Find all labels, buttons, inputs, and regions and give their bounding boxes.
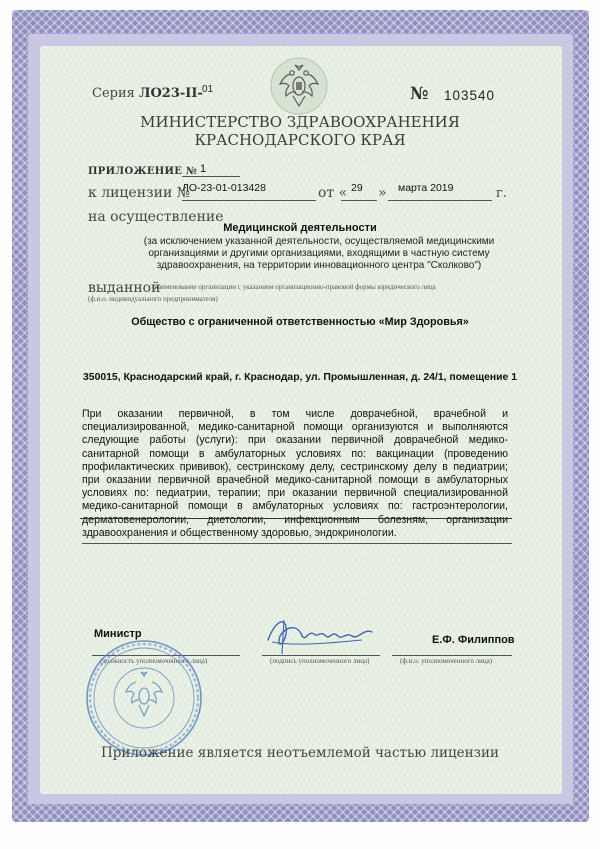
ministry-line-2: КРАСНОДАРСКОГО КРАЯ — [194, 131, 406, 149]
signatory-name: Е.Ф. Филиппов — [432, 634, 515, 646]
name-line — [392, 655, 512, 656]
license-close-quote: » — [378, 185, 387, 201]
signatory-position: Министр — [94, 628, 142, 640]
emblem-icon — [268, 56, 330, 116]
appendix-number: 1 — [200, 163, 207, 175]
caption-name: (ф.и.о. уполномоченного лица) — [400, 657, 493, 665]
services-text: При оказании первичной, в том числе доврачебной, врачебной и специализированной, медико-санитарной помощи организуются и выполняются следующие работы (услуги): при оказании первичной доврачебной медико-санитарной помощи в амбулаторных условиях по: вакцинации (проведению профилактических прививок), сестринскому делу, сестринскому делу в педиатрии; при оказании первичной врачебной медико-санитарной помощи в амбулаторных условиях по: педиатрии, терапии; при оказании первичной специализированной медико-санитарной помощи в амбулаторных условиях по: гастроэнтерологии, дерматовенерологии, диетологии, инфекционным болезням, организации здравоохранения и общественному здоровью, эндокринологии. — [82, 408, 508, 539]
handwritten-signature — [262, 612, 384, 660]
license-prefix: к лицензии № — [88, 185, 191, 201]
series-label — [92, 86, 203, 101]
form-number: 103540 — [444, 88, 496, 103]
license-day-line — [341, 200, 377, 201]
issued-label: выданной — [88, 280, 161, 296]
license-month-year: марта 2019 — [398, 182, 454, 194]
number-label: № — [410, 84, 429, 104]
issued-caption-1: (наименование организации с указанием организационно-правовой формы юридического лица — [152, 283, 436, 291]
services-underline — [80, 518, 512, 519]
license-from-label: от « — [318, 185, 348, 201]
organization-address: 350015, Краснодарский край, г. Краснодар, ул. Промышленная, д. 24/1, помещение 1 — [83, 372, 517, 383]
issued-caption-2: (ф.и.о. индивидуального предпринимателя) — [88, 295, 218, 303]
appendix-number-line — [182, 176, 240, 177]
series-code: ЛО23-II- — [138, 86, 203, 101]
activity-label: на осуществление — [88, 209, 224, 225]
license-day: 29 — [351, 182, 363, 194]
license-month-line — [388, 200, 492, 201]
caption-signature: (подпись уполномоченного лица) — [270, 657, 370, 665]
license-number: ЛО-23-01-013428 — [182, 182, 266, 194]
license-number-line — [182, 200, 316, 201]
activity-description: (за исключением указанной деятельности, осуществляемой медицинскими организациями и другими организациями, входящими в частную систему здравоохранения, на территории инновационного центра "Сколково") — [143, 236, 495, 272]
ministry-line-1: МИНИСТЕРСТВО ЗДРАВООХРАНЕНИЯ — [140, 113, 460, 131]
series-number: 01 — [202, 84, 214, 95]
series-label-text: Серия — [92, 86, 135, 101]
official-seal-stamp — [84, 638, 204, 758]
services-end-line — [82, 543, 512, 544]
organization-name: Общество с ограниченной ответственностью «Мир Здоровья» — [131, 316, 469, 328]
license-year-suffix: г. — [496, 186, 507, 201]
footer-statement: Приложение является неотъемлемой частью лицензии — [101, 745, 499, 761]
appendix-label: ПРИЛОЖЕНИЕ № — [88, 166, 198, 177]
activity-title: Медицинской деятельности — [223, 222, 377, 234]
caption-position: (должность уполномоченного лица) — [100, 657, 208, 665]
